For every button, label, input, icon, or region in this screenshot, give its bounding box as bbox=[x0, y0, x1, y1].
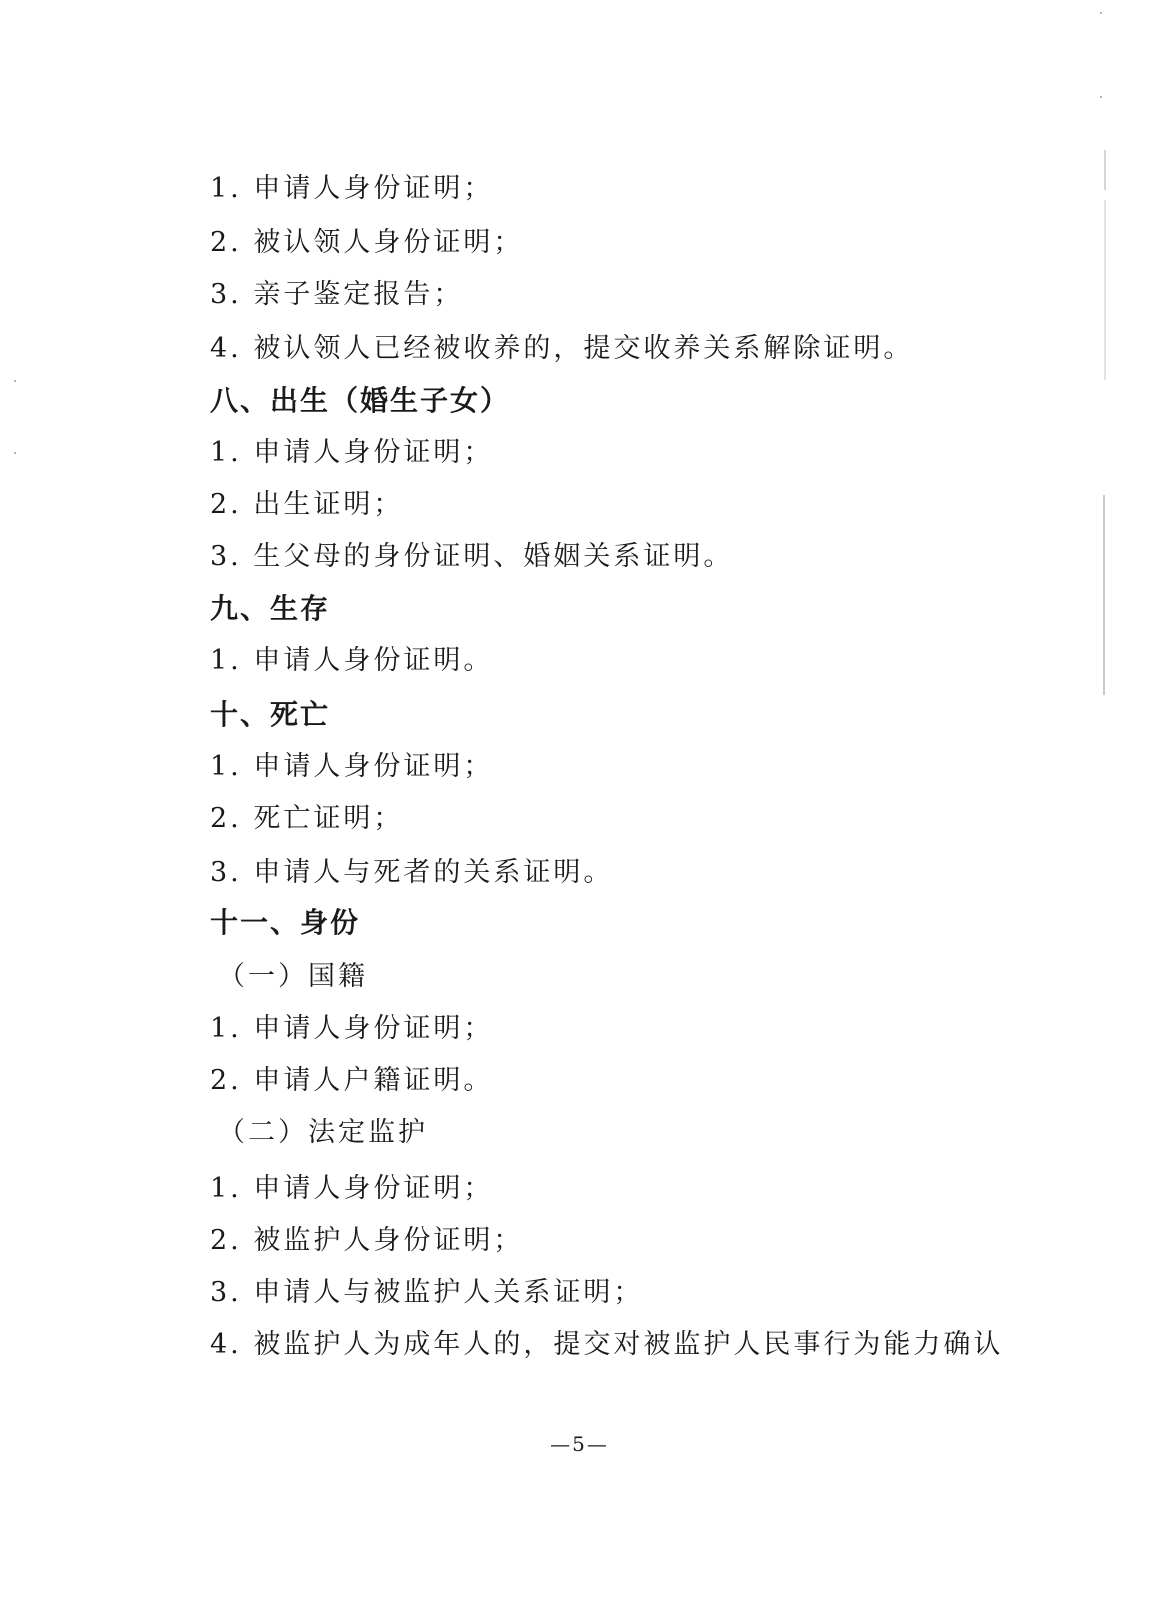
scan-artifact bbox=[1103, 495, 1105, 695]
list-item: 1. 申请人身份证明； bbox=[210, 1013, 494, 1044]
list-item: 1. 申请人身份证明。 bbox=[210, 645, 494, 676]
list-item: 1. 申请人身份证明； bbox=[210, 751, 494, 782]
scan-artifact bbox=[1100, 96, 1102, 98]
scan-artifact bbox=[1104, 200, 1106, 380]
section-heading-identity: 十一、身份 bbox=[210, 906, 361, 939]
section-heading-death: 十、死亡 bbox=[210, 698, 331, 731]
list-item: 3. 申请人与被监护人关系证明； bbox=[210, 1277, 644, 1308]
list-item: 2. 被监护人身份证明； bbox=[210, 1225, 524, 1256]
list-item: 1. 申请人身份证明； bbox=[210, 173, 494, 204]
list-item: 2. 被认领人身份证明； bbox=[210, 227, 524, 258]
list-item: 1. 申请人身份证明； bbox=[210, 437, 494, 468]
scan-artifact bbox=[14, 452, 16, 454]
list-item: 3. 生父母的身份证明、婚姻关系证明。 bbox=[210, 541, 734, 572]
scan-artifact bbox=[14, 380, 16, 382]
scan-artifact bbox=[1100, 12, 1102, 14]
subsection-heading-nationality: （一）国籍 bbox=[218, 961, 368, 992]
subsection-heading-guardianship: （二）法定监护 bbox=[218, 1117, 428, 1148]
list-item: 3. 申请人与死者的关系证明。 bbox=[210, 857, 614, 888]
scan-artifact bbox=[1104, 150, 1106, 190]
section-heading-survival: 九、生存 bbox=[210, 592, 331, 625]
list-item: 2. 死亡证明； bbox=[210, 803, 404, 834]
list-item: 1. 申请人身份证明； bbox=[210, 1173, 494, 1204]
list-item: 4. 被认领人已经被收养的，提交收养关系解除证明。 bbox=[210, 333, 914, 364]
list-item: 2. 申请人户籍证明。 bbox=[210, 1065, 494, 1096]
list-item: 2. 出生证明； bbox=[210, 489, 404, 520]
section-heading-birth: 八、出生（婚生子女） bbox=[210, 384, 511, 417]
list-item: 3. 亲子鉴定报告； bbox=[210, 279, 464, 310]
page-number: —5— bbox=[550, 1432, 609, 1456]
list-item: 4. 被监护人为成年人的，提交对被监护人民事行为能力确认 bbox=[210, 1329, 1004, 1360]
